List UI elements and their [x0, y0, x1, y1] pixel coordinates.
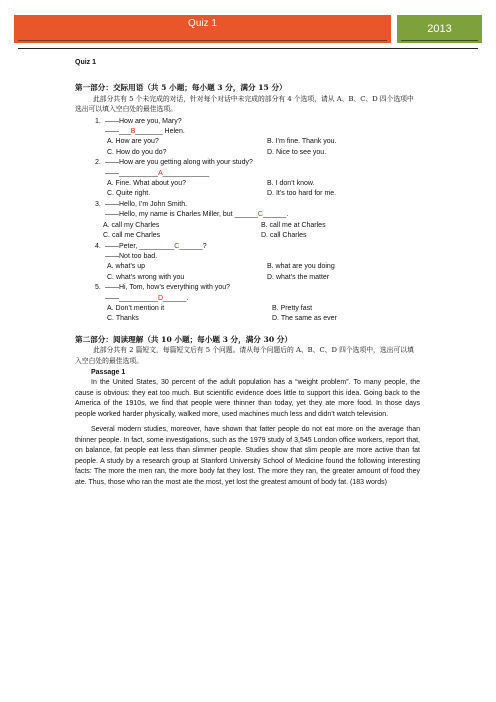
question-4	[75, 242, 420, 284]
question-blank: _________	[139, 242, 175, 250]
answer-blank: __________	[119, 169, 158, 177]
question-5	[75, 283, 420, 325]
header-divider	[18, 40, 387, 41]
option-c: C. How do you do?	[107, 148, 167, 156]
option-d: D. call Charles	[261, 232, 307, 240]
option-a: A. what’s up	[107, 263, 146, 271]
passage-title: Passage 1	[91, 368, 126, 376]
option-a: A. Fine. What about you?	[107, 180, 186, 188]
header-year: 2013	[427, 23, 452, 35]
option-d: D. The same as ever	[272, 315, 337, 323]
option-b: B. I don’t know.	[267, 180, 315, 188]
option-b: B. call me at Charles	[261, 221, 326, 229]
answer-blank: ___	[119, 128, 131, 136]
option-c: C. call me Charles	[103, 232, 161, 240]
section1-intro: 此部分共有 5 个未完成的对话，针对每个对话中未完成的部分有 4 个选项，请从 A、B、C、D 四个选项中选出可以填入空白处的最佳选项。	[75, 94, 414, 114]
answer-key: C	[174, 242, 180, 250]
question-text: ——How are you getting along with your study?	[105, 159, 253, 167]
header-title: Quiz 1	[188, 18, 217, 29]
answer-prefix: ——Hello, my name is Charles Miller, but	[105, 211, 235, 219]
document-body	[75, 58, 420, 493]
question-text: ——Hello, I’m John Smith.	[105, 200, 188, 208]
option-c: C. Thanks	[107, 315, 139, 323]
option-a: A. Don’t mention it	[107, 304, 165, 312]
option-b: B. what are you doing	[267, 263, 335, 271]
option-a: A. call my Charles	[103, 221, 160, 229]
option-c: C. what’s wrong with you	[107, 273, 185, 281]
question-text: ——Peter,	[105, 242, 140, 250]
question-number: 1.	[95, 117, 101, 125]
question-text: ——How are you, Mary?	[105, 117, 182, 125]
answer-prefix: ——	[105, 169, 119, 177]
answer-suffix: ____________	[162, 169, 210, 177]
page-top-rule	[18, 48, 478, 49]
answer-key: A	[157, 169, 163, 177]
option-a: A. How are you?	[107, 138, 159, 146]
answer-blank: __________	[119, 294, 158, 302]
option-d: D. what’s the matter	[267, 273, 330, 281]
passage-paragraph-1: In the United States, 30 percent of the adult population has a “weight problem”. To many people, the cause is obvious: they eat too much. But scientific evidence does little to support this idea. Going back to the America of the 1910s, we find that people were thinner than today, yet they ate more food. In those days people worked harder physically, walked more, used machines much less and didn’t watch television.	[75, 379, 420, 418]
answer-blank: ______	[234, 211, 258, 219]
question-suffix: ______?	[179, 242, 207, 250]
answer-key: D	[157, 294, 163, 302]
section2-title: 第二部分：阅读理解（共 10 小题；每小题 3 分，满分 30 分）	[75, 334, 292, 344]
question-number: 5.	[95, 284, 101, 292]
option-d: D. It’s too hard for me.	[267, 190, 337, 198]
answer-text: ——Not too bad.	[105, 252, 158, 260]
answer-prefix: ——	[105, 128, 119, 136]
section1-title: 第一部分：交际用语（共 5 小题；每小题 3 分，满分 15 分）	[75, 83, 287, 93]
answer-suffix: ______.	[163, 294, 189, 302]
answer-key: B	[130, 128, 136, 136]
question-number: 4.	[95, 242, 101, 250]
option-b: B. I’m fine. Thank you.	[267, 138, 337, 146]
option-c: C. Quite right.	[107, 190, 151, 198]
answer-prefix: ——	[105, 294, 119, 302]
question-2	[75, 158, 420, 200]
option-b: B. Pretty fast	[272, 304, 313, 312]
answer-suffix: ______.	[262, 211, 289, 219]
passage-paragraph-2: Several modern studies, moreover, have shown that fatter people do not eat more on the average than thinner people. In fact, some investigations, such as the 1979 study of 3,545 London office workers, report that, on balance, fat people eat less than slimmer people. Studies show that slim people are more active than fat people. A study by a research group at Stanford University School of Medicine found the following interesting facts: The more the men ran, the more body fat they lost. The more they ran, the greater amount of food they ate. Thus, those who ran the most ate the most, yet lost the greatest amount of body fat. (183 words)	[75, 426, 420, 486]
question-number: 3.	[95, 200, 101, 208]
answer-suffix: _______ Helen.	[135, 128, 185, 136]
option-d: D. Nice to see you.	[267, 148, 327, 156]
header-bar	[14, 15, 391, 43]
answer-key: C	[257, 211, 263, 219]
quiz-label: Quiz 1	[75, 59, 97, 66]
year-box	[397, 15, 482, 43]
section2-intro: 此部分共有 2 篇短文，每篇短文后有 5 个问题。请从每个问题后的 A、B、C、D 四个选项中，选出可以填入空白处的最佳选项。	[75, 346, 414, 365]
question-number: 2.	[95, 159, 101, 167]
question-text: ——Hi, Tom, how’s everything with you?	[105, 284, 231, 292]
question-3	[75, 200, 420, 242]
year-divider	[401, 40, 478, 41]
question-1	[75, 117, 420, 159]
